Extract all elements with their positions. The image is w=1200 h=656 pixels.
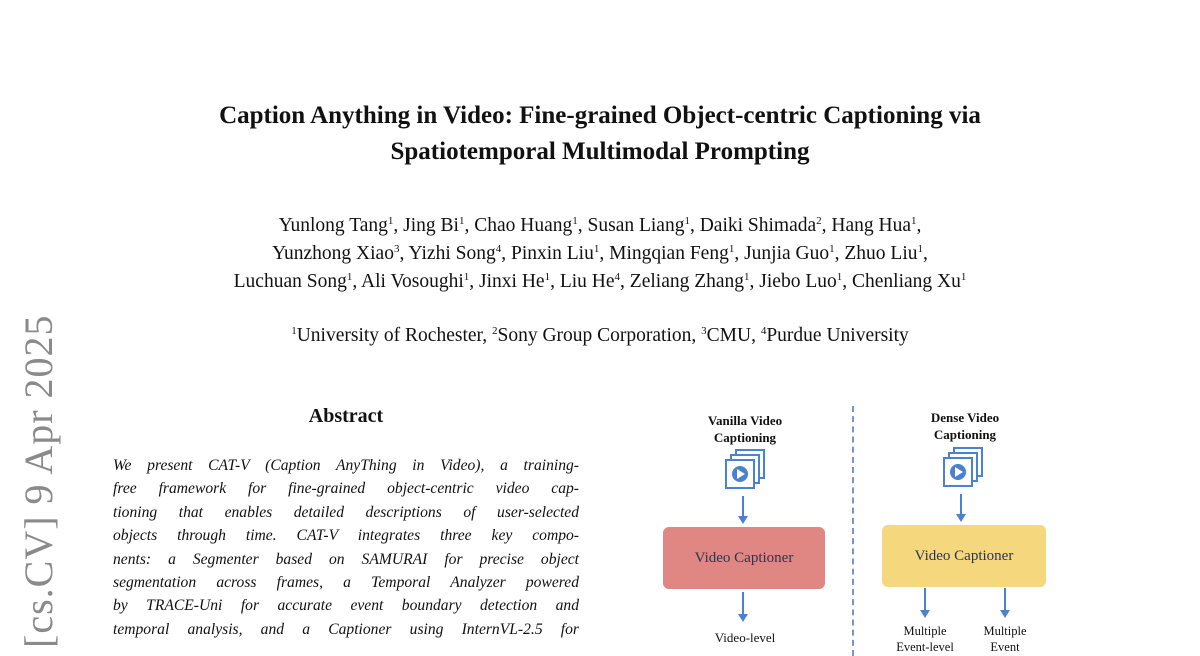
author-affiliation-mark: 1: [836, 271, 843, 283]
dense-output-1: Multiple Event-level: [896, 624, 954, 654]
affiliation-name: Sony Group Corporation: [497, 325, 692, 346]
affiliation-name: University of Rochester: [296, 325, 483, 346]
author-name: Junjia Guo: [744, 243, 830, 264]
author-name: Susan Liang: [587, 215, 685, 236]
abstract-body: [113, 454, 579, 641]
author-affiliation-mark: 1: [728, 243, 735, 255]
author-affiliation-mark: 1: [463, 271, 470, 283]
author-name: Liu He: [559, 271, 615, 292]
author-affiliation-mark: 1: [744, 271, 750, 283]
arxiv-stamp: [cs.CV] 9 Apr 2025: [16, 314, 61, 648]
dense-panel-title: Dense Video Captioning: [930, 410, 1000, 442]
video-stack-icon: [944, 448, 982, 486]
abstract-heading: Abstract: [308, 405, 384, 427]
abstract-line: We present CAT-V (Caption AnyThing in Video), a training-: [113, 457, 579, 474]
author-affiliation-mark: 2: [816, 215, 822, 227]
author-line: Yunlong Tang$^1$, Jing Bi$^1$, Chao Huang$^1$, Susan Liang$^1$, Daiki Shimada$^2$, Hang Hua$^1$,: [278, 215, 922, 236]
affiliation-mark: 3: [701, 325, 707, 337]
author-name: Zhuo Liu: [844, 243, 918, 264]
author-name: Mingqian Feng: [609, 243, 729, 264]
abstract-line: tioning that enables detailed descriptions of user-selected: [113, 503, 579, 521]
author-affiliation-mark: 4: [495, 243, 502, 255]
abstract-line: nents: a Segmenter based on SAMURAI for precise object: [113, 550, 579, 568]
video-stack-icon: [726, 450, 764, 488]
title-line-2: Spatiotemporal Multimodal Prompting: [390, 138, 810, 165]
author-line: Yunzhong Xiao$^3$, Yizhi Song$^4$, Pinxin Liu$^1$, Mingqian Feng$^1$, Junjia Guo$^1$, Zhuo Liu$^1$,: [272, 243, 928, 264]
author-name: Yunzhong Xiao: [272, 243, 394, 264]
author-affiliation-mark: 1: [684, 215, 690, 227]
author-name: Pinxin Liu: [510, 243, 594, 264]
vanilla-panel-title: Vanilla Video Captioning: [707, 413, 783, 445]
author-name: Ali Vosoughi: [361, 271, 464, 292]
author-affiliation-mark: 1: [960, 271, 967, 283]
author-name: Jing Bi: [403, 215, 459, 236]
author-affiliation-mark: 1: [572, 215, 578, 227]
abstract-line: free framework for fine-grained object-centric video cap-: [113, 480, 579, 498]
abstract-line: segmentation across frames, a Temporal Analyzer powered: [113, 574, 579, 592]
author-line: Luchuan Song$^1$, Ali Vosoughi$^1$, Jinxi He$^1$, Liu He$^4$, Zeliang Zhang$^1$, Jiebo Luo$^1$, Chenliang Xu$^1$: [233, 271, 967, 292]
title-line-1: Caption Anything in Video: Fine-grained Object-centric Captioning via: [219, 102, 981, 129]
author-affiliation-mark: 1: [544, 271, 551, 283]
affiliation-mark: 1: [291, 325, 297, 337]
author-name: Yizhi Song: [408, 243, 496, 264]
abstract-line: temporal analysis, and a Captioner using InternVL-2.5 for: [113, 620, 579, 638]
author-affiliation-mark: 1: [911, 215, 917, 227]
author-affiliation-mark: 1: [346, 271, 353, 283]
author-name: Daiki Shimada: [699, 215, 817, 236]
author-affiliation-mark: 3: [393, 243, 400, 255]
affiliation-name: Purdue University: [766, 325, 909, 346]
affiliation-mark: 4: [760, 325, 767, 337]
author-affiliation-mark: 1: [458, 215, 465, 227]
affiliation-name: CMU: [706, 325, 752, 346]
author-affiliation-mark: 4: [614, 271, 621, 283]
author-affiliation-mark: 1: [593, 243, 600, 255]
author-affiliation-mark: 1: [917, 243, 923, 255]
author-name: Yunlong Tang: [278, 215, 388, 236]
affiliation-mark: 2: [491, 325, 498, 337]
author-list: [0, 212, 1200, 296]
author-name: Chenliang Xu: [852, 271, 961, 292]
vanilla-output-label: Video-level: [714, 630, 776, 645]
author-name: Jinxi He: [479, 271, 545, 292]
abstract-line: by TRACE-Uni for accurate event boundary detection and: [113, 597, 579, 615]
author-name: Chao Huang: [474, 215, 573, 236]
dense-output-2: Multiple Event: [983, 624, 1027, 654]
author-affiliation-mark: 1: [829, 243, 835, 255]
author-affiliation-mark: 1: [387, 215, 394, 227]
paper-title: [0, 98, 1200, 170]
vanilla-video-captioner-box: Video Captioner: [663, 527, 825, 589]
abstract-line: objects through time. CAT-V integrates three key compo-: [113, 527, 579, 545]
affiliations: $^1$University of Rochester, $^2$Sony Group Corporation, $^3$CMU, $^4$Purdue University: [291, 325, 909, 346]
author-name: Luchuan Song: [233, 271, 347, 292]
author-name: Zeliang Zhang: [629, 271, 745, 292]
author-name: Jiebo Luo: [759, 271, 837, 292]
dense-video-captioner-box: Video Captioner: [882, 525, 1046, 587]
author-name: Hang Hua: [831, 215, 912, 236]
teaser-figure: [640, 400, 1080, 654]
